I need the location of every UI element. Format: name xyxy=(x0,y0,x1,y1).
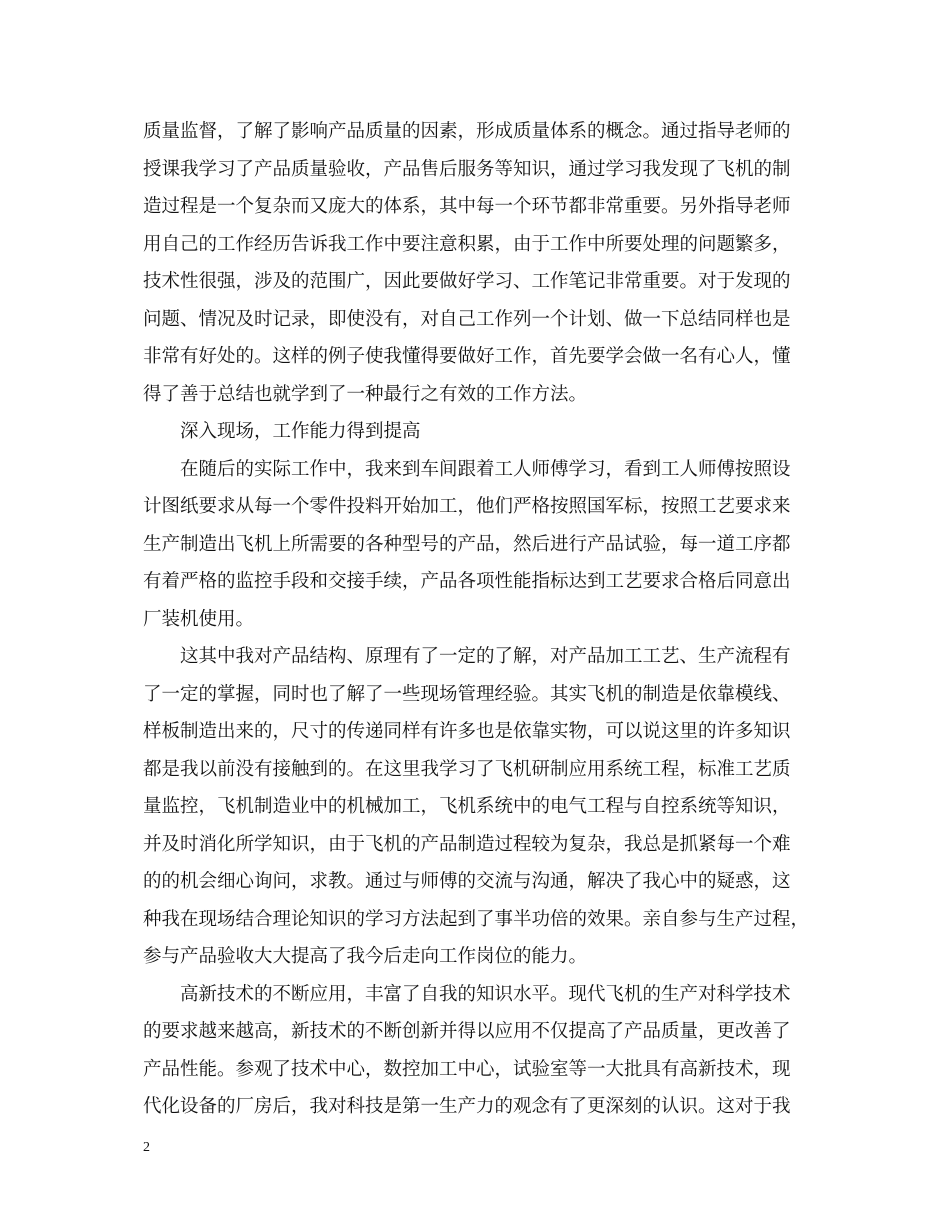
text-line: 了一定的掌握，同时也了解了一些现场管理经验。其实飞机的制造是依靠模线、 xyxy=(143,683,791,705)
text-line: 造过程是一个复杂而又庞大的体系，其中每一个环节都非常重要。另外指导老师 xyxy=(143,196,791,217)
text-line: 技术性很强，涉及的范围广，因此要做好学习、工作笔记非常重要。对于发现的 xyxy=(143,271,791,292)
text-line: 并及时消化所学知识，由于飞机的产品制造过程较为复杂，我总是抓紧每一个难 xyxy=(143,833,791,855)
text-line: 高新技术的不断应用，丰富了自我的知识水平。现代飞机的生产对科学技术 xyxy=(180,983,791,1005)
text-line: 的要求越来越高，新技术的不断创新并得以应用不仅提高了产品质量，更改善了 xyxy=(143,1021,791,1042)
text-line: 有着严格的监控手段和交接手续，产品各项性能指标达到工艺要求合格后同意出 xyxy=(143,571,791,592)
text-line: 得了善于总结也就学到了一种最行之有效的工作方法。 xyxy=(143,383,588,405)
text-line: 代化设备的厂房后，我对科技是第一生产力的观念有了更深刻的认识。这对于我 xyxy=(143,1096,791,1117)
text-line: 量监控，飞机制造业中的机械加工，飞机系统中的电气工程与自控系统等知识， xyxy=(143,796,791,817)
text-line: 用自己的工作经历告诉我工作中要注意积累，由于工作中所要处理的问题繁多， xyxy=(143,233,791,255)
text-line: 非常有好处的。这样的例子使我懂得要做好工作，首先要学会做一名有心人，懂 xyxy=(143,346,791,367)
text-line: 的的机会细心询问，求教。通过与师傅的交流与沟通，解决了我心中的疑惑，这 xyxy=(143,871,791,892)
text-line: 在随后的实际工作中，我来到车间跟着工人师傅学习，看到工人师傅按照设 xyxy=(180,458,791,480)
body-text xyxy=(143,113,810,1126)
text-line: 参与产品验收大大提高了我今后走向工作岗位的能力。 xyxy=(143,946,588,967)
text-line: 厂装机使用。 xyxy=(143,608,255,630)
page-number: 2 xyxy=(143,1140,150,1155)
text-line: 计图纸要求从每一个零件投料开始加工，他们严格按照国军标，按照工艺要求来 xyxy=(143,496,791,517)
text-line: 产品性能。参观了技术中心，数控加工中心，试验室等一大批具有高新技术，现 xyxy=(143,1058,791,1080)
text-line: 都是我以前没有接触到的。在这里我学习了飞机研制应用系统工程，标准工艺质 xyxy=(143,758,791,780)
text-line: 样板制造出来的，尺寸的传递同样有许多也是依靠实物，可以说这里的许多知识 xyxy=(143,721,791,742)
text-line: 生产制造出飞机上所需要的各种型号的产品，然后进行产品试验，每一道工序都 xyxy=(143,533,791,555)
text-line: 种我在现场结合理论知识的学习方法起到了事半功倍的效果。亲自参与生产过程， xyxy=(143,908,810,930)
text-line: 这其中我对产品结构、原理有了一定的了解，对产品加工工艺、生产流程有 xyxy=(180,646,791,667)
text-line: 问题、情况及时记录，即使没有，对自己工作列一个计划、做一下总结同样也是 xyxy=(143,308,791,330)
text-line: 授课我学习了产品质量验收，产品售后服务等知识，通过学习我发现了飞机的制 xyxy=(143,158,791,180)
text-line: 质量监督，了解了影响产品质量的因素，形成质量体系的概念。通过指导老师的 xyxy=(143,121,791,142)
text-line: 深入现场，工作能力得到提高 xyxy=(180,421,421,442)
